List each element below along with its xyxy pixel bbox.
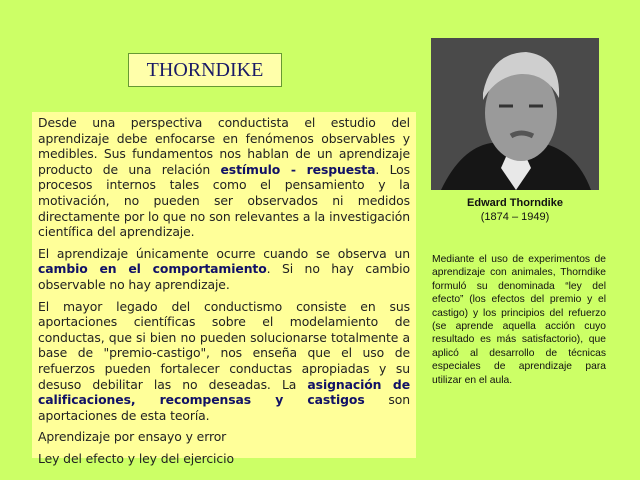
paragraph-5: Ley del efecto y ley del ejercicio (38, 450, 234, 466)
portrait-years: (1874 – 1949) (480, 211, 550, 223)
portrait-photo (431, 38, 599, 190)
highlight: cambio en el comportamiento (38, 261, 267, 277)
description-text: Mediante el uso de experimentos de aprendizaje con animales, Thorndike formuló su denominada “ley del efecto” (los efectos del premio y el castigo) y los principios del refuerzo (se aprende aquella acción cuyo resultado es más satisfactorio), que aplicó al desarrollo de técnicas especiales de aprendizaje para utilizar en el aula. (432, 254, 606, 386)
paragraph-3: El mayor legado del conductismo consiste en sus aportaciones científicas sobre el modelamiento de conductas, que si bien no pueden solucionarse totalmente a base de "premio-castigo", nos enseña que el uso de refuerzos pueden fortalecer conductas apropiadas y su desuso debilitar las no deseadas. La asignación de calificaciones, recompensas y castigos son aportaciones de esta teoría. (38, 298, 411, 423)
slide-title: THORNDIKE (128, 53, 282, 87)
paragraph-2: El aprendizaje únicamente ocurre cuando se observa un cambio en el comportamiento. Si no hay cambio observable no hay aprendizaje. (38, 245, 410, 292)
paragraph-4: Aprendizaje por ensayo y error (38, 429, 227, 445)
main-text-box (32, 112, 416, 466)
portrait-name: Edward Thorndike (467, 197, 563, 209)
highlight: asignación de calificaciones, recompensas y castigos (38, 376, 411, 408)
portrait-caption (431, 196, 599, 224)
highlight: estímulo - respuesta (220, 161, 376, 177)
paragraph-1: Desde una perspectiva conductista el estudio del aprendizaje debe enfocarse en fenómenos observables y medibles. Sus fundamentos nos hablan de un aprendizaje producto de una relación estímulo - respuesta. Los procesos internos tales como el pensamiento y la motivación, no pueden ser observados ni medidos directamente por lo que no son relevantes a la investigación científica del aprendizaje. (38, 115, 411, 240)
